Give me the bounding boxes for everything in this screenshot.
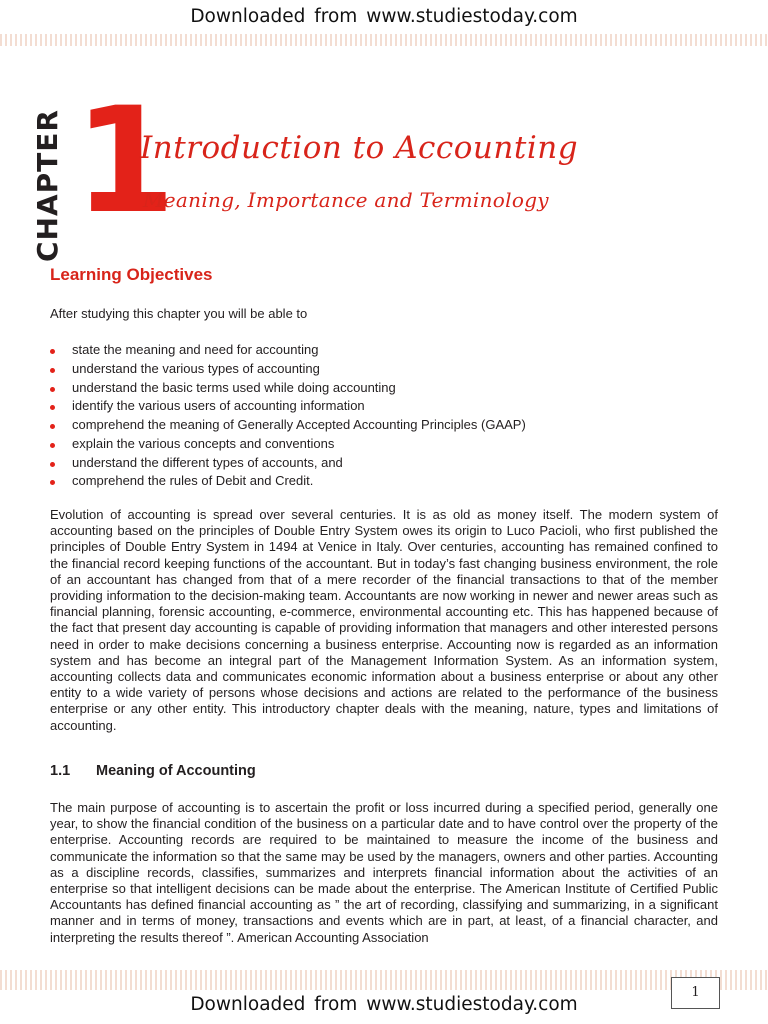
chapter-label: CHAPTER (31, 109, 64, 262)
section-title: Meaning of Accounting (96, 763, 256, 779)
page-number: 1 (671, 977, 720, 1009)
bullet-icon (50, 349, 55, 354)
section-number: 1.1 (50, 763, 71, 779)
meaning-paragraph: The main purpose of accounting is to ascertain the profit or loss incurred during a specified period, generally one year, to show the financial condition of the business on a particular date and to have control over the property of the enterprise. Accounting records are required to be maintained to measure the income of the business and communicate the information so that the same may be used by the managers, owners and other parties. Accounting as a discipline records, classifies, summarizes and interprets financial information about the activities of an enterprise so that intelligent decisions can be made about the enterprise. The American Institute of Certified Public Accountants has defined financial accounting as ” the art of recording, classifying and summarizing, in a significant manner and in terms of money, transactions and events which are in part, at least, of a financial character, and interpreting the results thereof ”. American Accounting Association (50, 800, 718, 945)
objective-text: understand the various types of accounting (72, 360, 320, 376)
bullet-icon (50, 462, 55, 467)
top-stripe-band (0, 34, 768, 46)
list-item (50, 341, 526, 360)
learning-objectives-heading: Learning Objectives (50, 265, 213, 284)
bullet-icon (50, 443, 55, 448)
bullet-icon (50, 405, 55, 410)
objective-text: understand the different types of accounts, and (72, 454, 343, 470)
objective-text: state the meaning and need for accounting (72, 342, 319, 357)
bullet-icon (50, 368, 55, 373)
learning-objectives-intro: After studying this chapter you will be able to (50, 306, 308, 321)
objective-text: understand the basic terms used while doing accounting (72, 379, 396, 395)
bullet-icon (50, 387, 55, 392)
section-heading (50, 763, 256, 779)
chapter-subtitle: Meaning, Importance and Terminology (143, 188, 549, 212)
objective-text: comprehend the meaning of Generally Accepted Accounting Principles (GAAP) (72, 417, 526, 432)
list-item (50, 435, 526, 454)
objective-text: identify the various users of accounting information (72, 398, 365, 414)
top-download-notice: Downloaded from www.studiestoday.com (190, 6, 578, 27)
objective-text: explain the various concepts and conventions (72, 435, 335, 451)
chapter-title: Introduction to Accounting (140, 130, 579, 166)
bullet-icon (50, 424, 55, 429)
list-item (50, 360, 526, 379)
list-item (50, 472, 526, 491)
evolution-paragraph: Evolution of accounting is spread over several centuries. It is as old as money itself. The modern system of accounting based on the principles of Double Entry System owes its origin to Luco Pacioli, who first published the principles of Double Entry System in 1494 at Venice in Italy. Over centuries, accounting has remained confined to the financial record keeping functions of the accountant. But in today’s fast changing business environment, the role of an accountant has changed from that of a mere recorder of the financial transactions to that of the member providing information to the decision-making team. Accountants are now working in newer and newer areas such as financial planning, forensic accounting, e-commerce, environmental accounting etc. This has happened because of the fact that present day accounting is capable of providing information that managers and other interested persons need in order to make decisions concerning a business enterprise. Accounting now is regarded as an information system and has become an integral part of the Management Information System. As an information system, accounting collects data and communicates economic information about a business enterprise or about any other entity to a wide variety of persons whose decisions and actions are related to the performance of the business enterprise or any other entity. This introductory chapter deals with the meaning, nature, types and limitations of accounting. (50, 507, 718, 733)
list-item (50, 397, 526, 416)
learning-objectives-list (50, 341, 526, 491)
list-item (50, 379, 526, 398)
objective-text: comprehend the rules of Debit and Credit. (72, 473, 314, 489)
chapter-number: 1 (74, 76, 176, 246)
bullet-icon (50, 480, 55, 485)
list-item (50, 454, 526, 473)
bottom-stripe-band (0, 970, 768, 990)
bottom-download-notice: Downloaded from www.studiestoday.com (190, 994, 578, 1015)
list-item (50, 416, 526, 435)
